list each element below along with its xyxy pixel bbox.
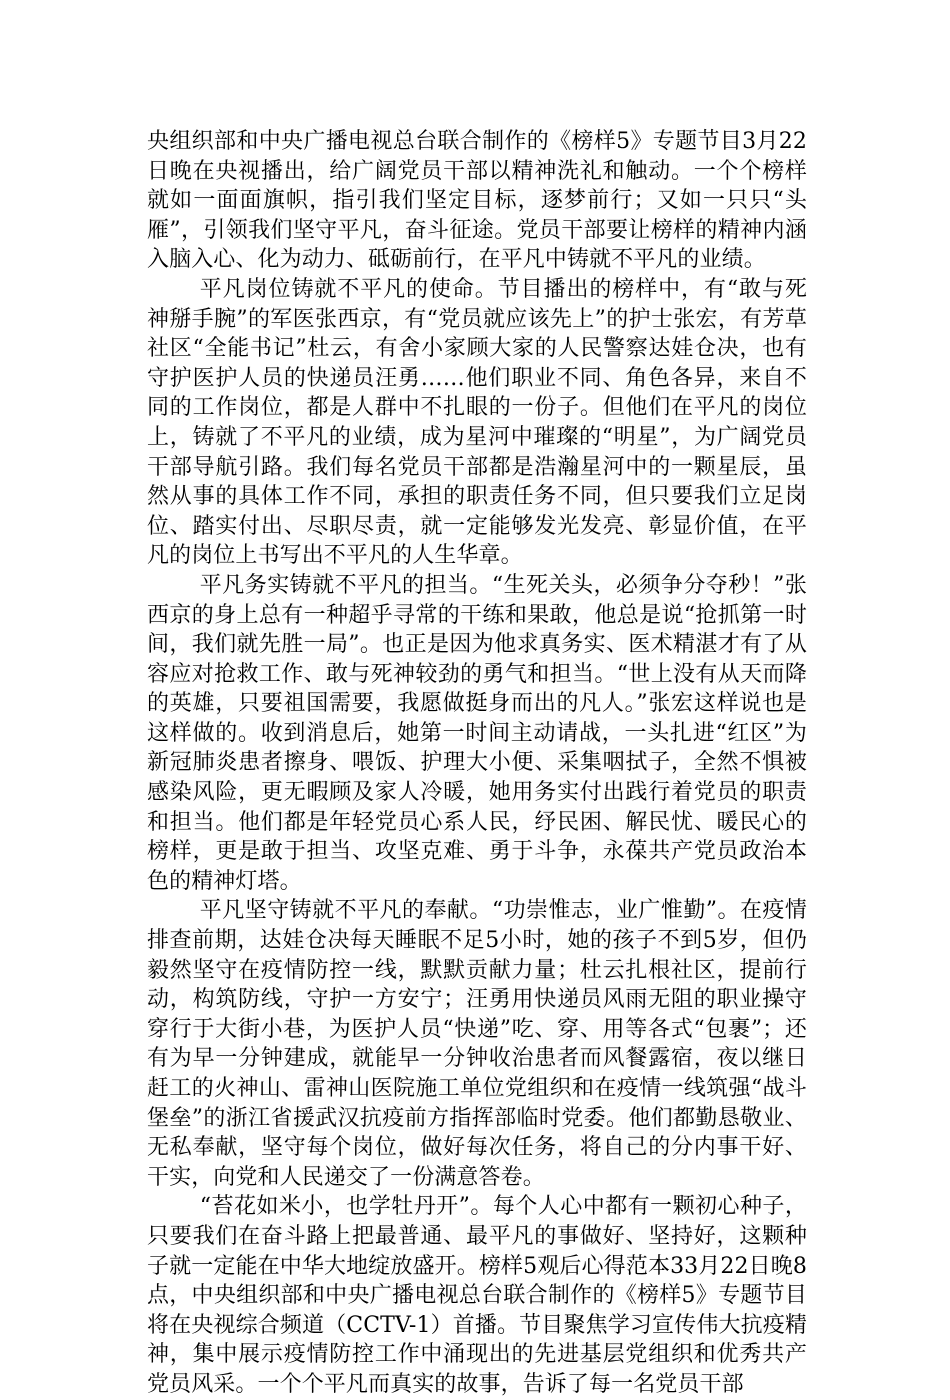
paragraph-intro: 央组织部和中央广播电视总台联合制作的《榜样5》专题节目3月22日晚在央视播出，给广阔党员干部以精神洗礼和触动。一个个榜样就如一面面旗帜，指引我们坚定目标，逐梦前行；又如一只只“头雁”，引领我们坚守平凡，奋斗征途。党员干部要让榜样的精神内涵入脑入心、化为动力、砥砺前行，在平凡中铸就不平凡的业绩。 xyxy=(147,129,807,273)
paragraph-mission: 平凡岗位铸就不平凡的使命。节目播出的榜样中，有“敢与死神掰手腕”的军医张西京，有“党员就应该先上”的护士张宏，有芳草社区“全能书记”杜云，有舍小家顾大家的人民警察达娃仓决，也有守护医护人员的快递员汪勇……他们职业不同、角色各异，来自不同的工作岗位，都是人群中不扎眼的一份子。但他们在平凡的岗位上，铸就了不平凡的业绩，成为星河中璀璨的“明星”，为广阔党员干部导航引路。我们每名党员干部都是浩瀚星河中的一颗星辰，虽然从事的具体工作不同，承担的职责任务不同，但只要我们立足岗位、踏实付出、尽职尽责，就一定能够发光发亮、彰显价值，在平凡的岗位上书写出不平凡的人生华章。 xyxy=(147,276,807,569)
document-body xyxy=(147,127,807,1400)
paragraph-responsibility: 平凡务实铸就不平凡的担当。“生死关头，必须争分夺秒！”张西京的身上总有一种超乎寻常的干练和果敢，他总是说“抢抓第一时间，我们就先胜一局”。也正是因为他求真务实、医术精湛才有了从容应对抢救工作、敢与死神较劲的勇气和担当。“世上没有从天而降的英雄，只要祖国需要，我愿做挺身而出的凡人。”张宏这样说也是这样做的。收到消息后，她第一时间主动请战，一头扎进“红区”为新冠肺炎患者擦身、喂饭、护理大小便、采集咽拭子，全然不惧被感染风险，更无暇顾及家人冷暖，她用务实付出践行着党员的职责和担当。他们都是年轻党员心系人民，纾民困、解民忧、暖民心的榜样，更是敢于担当、攻坚克难、勇于斗争，永葆共产党员政治本色的精神灯塔。 xyxy=(147,572,807,894)
paragraph-conclusion: “苔花如米小，也学牡丹开”。每个人心中都有一颗初心种子，只要我们在奋斗路上把最普通、最平凡的事做好、坚持好，这颗种子就一定能在中华大地绽放盛开。榜样5观后心得范本33月22日晚8点，中央组织部和中央广播电视总台联合制作的《榜样5》专题节目将在央视综合频道（CCTV-1）首播。节目聚焦学习宣传伟大抗疫精神，集中展示疫情防控工作中涌现出的先进基层党组织和优秀共产党员风采。一个个平凡而真实的故事，告诉了每一名党员干部 xyxy=(147,1194,807,1397)
paragraph-dedication: 平凡坚守铸就不平凡的奉献。“功崇惟志，业广惟勤”。在疫情排查前期，达娃仓决每天睡眠不足5小时，她的孩子不到5岁，但仍毅然坚守在疫情防控一线，默默贡献力量；杜云扎根社区，提前行动，构筑防线，守护一方安宁；汪勇用快递员风雨无阻的职业操守穿行于大街小巷，为医护人员“快递”吃、穿、用等各式“包裹”；还有为早一分钟建成，就能早一分钟收治患者而风餐露宿，夜以继日赶工的火神山、雷神山医院施工单位党组织和在疫情一线筑强“战斗堡垒”的浙江省援武汉抗疫前方指挥部临时党委。他们都勤恳敬业、无私奉献，坚守每个岗位，做好每次任务，将自己的分内事干好、干实，向党和人民递交了一份满意答卷。 xyxy=(147,898,807,1190)
